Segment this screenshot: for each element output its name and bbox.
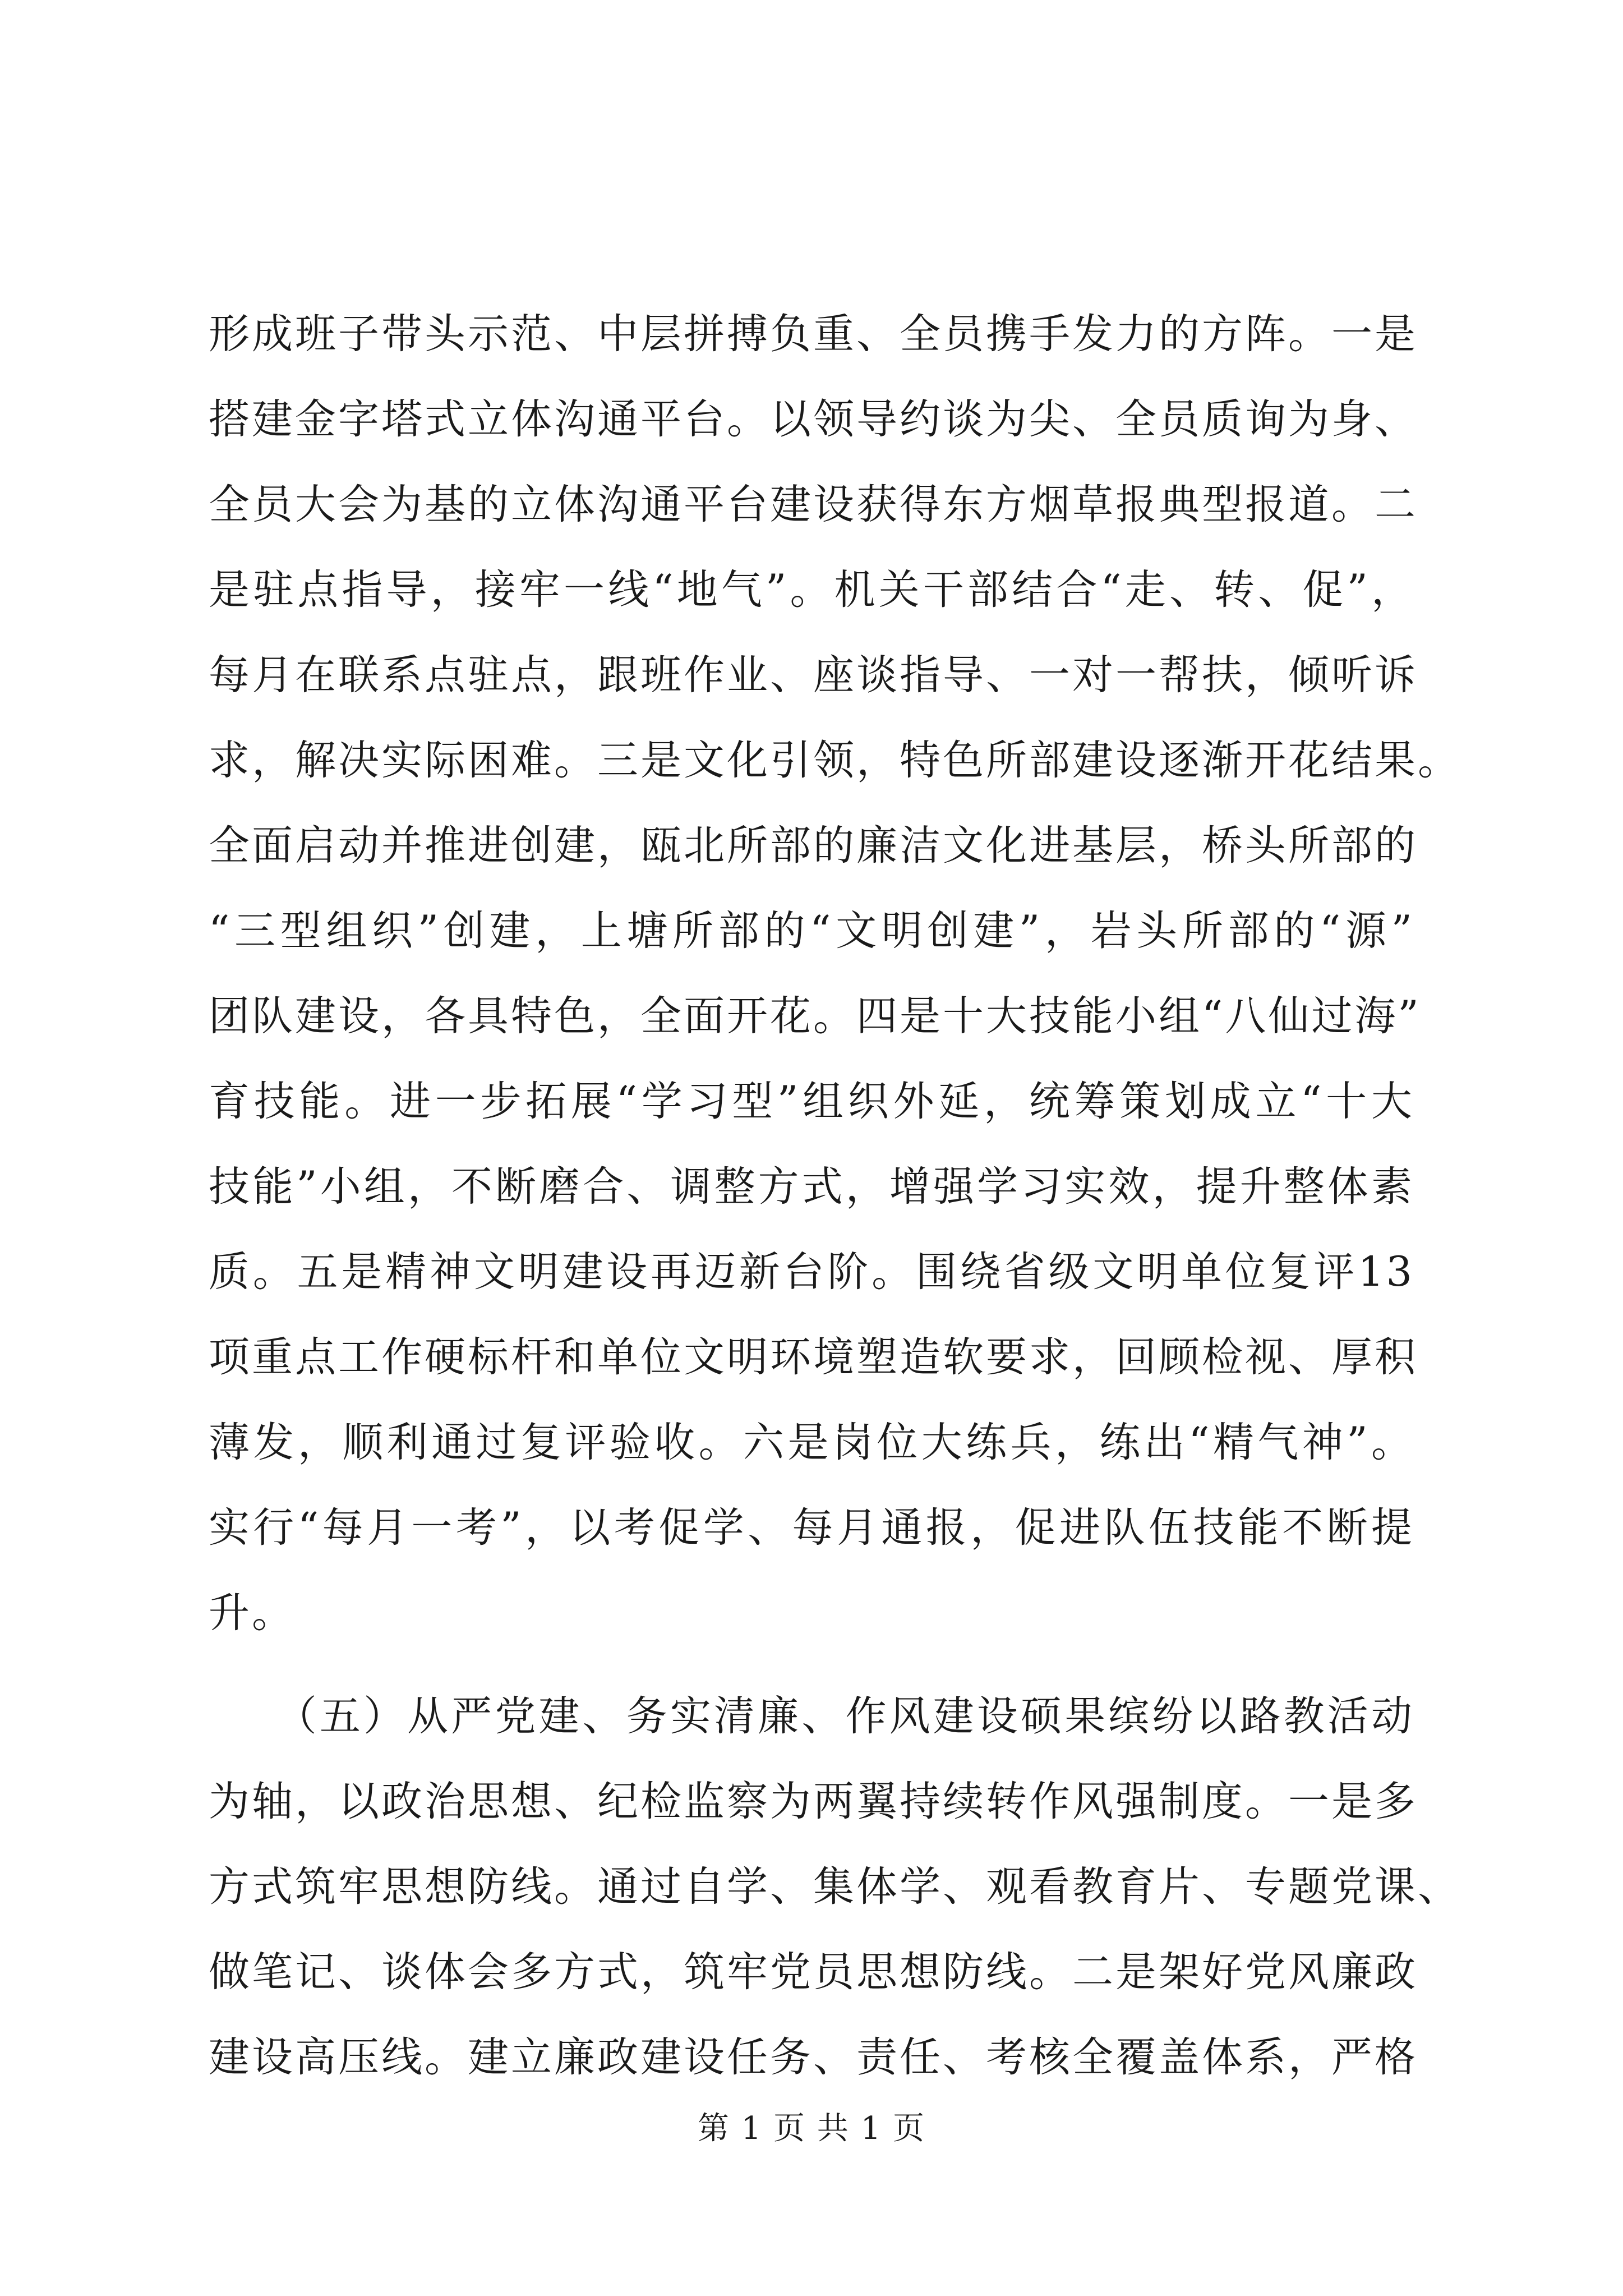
paragraph-2 [209,1674,1461,2100]
text-line: （五）从严党建、务实清廉、作风建设硕果缤纷以路教活动 [209,1692,1414,1740]
text-line: 升。 [209,1589,295,1637]
text-line: 实行“每月一考”，以考促学、每月通报，促进队伍技能不断提 [209,1504,1414,1552]
text-line: 是驻点指导，接牢一线“地气”。机关干部结合“走、转、促”， [209,566,1414,614]
text-line: 育技能。进一步拓展“学习型”组织外延，统筹策划成立“十大 [209,1078,1414,1125]
text-line: 薄发，顺利通过复评验收。六是岗位大练兵，练出“精气神”。 [209,1419,1414,1466]
text-line: 项重点工作硬标杆和单位文明环境塑造软要求，回顾检视、厚积 [209,1333,1418,1381]
text-line: 做笔记、谈体会多方式，筑牢党员思想防线。二是架好党风廉政 [209,1948,1418,1996]
page-footer [0,2109,1623,2148]
text-line: 建设高压线。建立廉政建设任务、责任、考核全覆盖体系，严格 [209,2033,1418,2081]
paragraph-1 [209,292,1461,1656]
text-line: 技能”小组，不断磨合、调整方式，增强学习实效，提升整体素 [209,1163,1414,1211]
text-line: 团队建设，各具特色，全面开花。四是十大技能小组“八仙过海” [209,992,1421,1040]
text-line: 每月在联系点驻点，跟班作业、座谈指导、一对一帮扶，倾听诉 [209,651,1418,699]
paragraph-gap [209,1656,1414,1674]
text-line: “三型组织”创建，上塘所部的“文明创建”，岩头所部的“源” [209,907,1414,955]
page-number: 第 1 页 共 1 页 [697,2110,926,2147]
text-line: 搭建金字塔式立体沟通平台。以领导约谈为尖、全员质询为身、 [209,395,1418,443]
text-line: 质。五是精神文明建设再迈新台阶。围绕省级文明单位复评13 [209,1248,1414,1296]
text-line: 为轴，以政治思想、纪检监察为两翼持续转作风强制度。一是多 [209,1778,1418,1825]
text-line: 求，解决实际困难。三是文化引领，特色所部建设逐渐开花结果。 [209,737,1461,784]
text-line: 全员大会为基的立体沟通平台建设获得东方烟草报典型报道。二 [209,481,1418,528]
text-line: 形成班子带头示范、中层拼搏负重、全员携手发力的方阵。一是 [209,310,1418,358]
document-body [209,292,1461,2100]
text-line: 方式筑牢思想防线。通过自学、集体学、观看教育片、专题党课、 [209,1863,1461,1911]
text-line: 全面启动并推进创建，瓯北所部的廉洁文化进基层，桥头所部的 [209,822,1418,869]
